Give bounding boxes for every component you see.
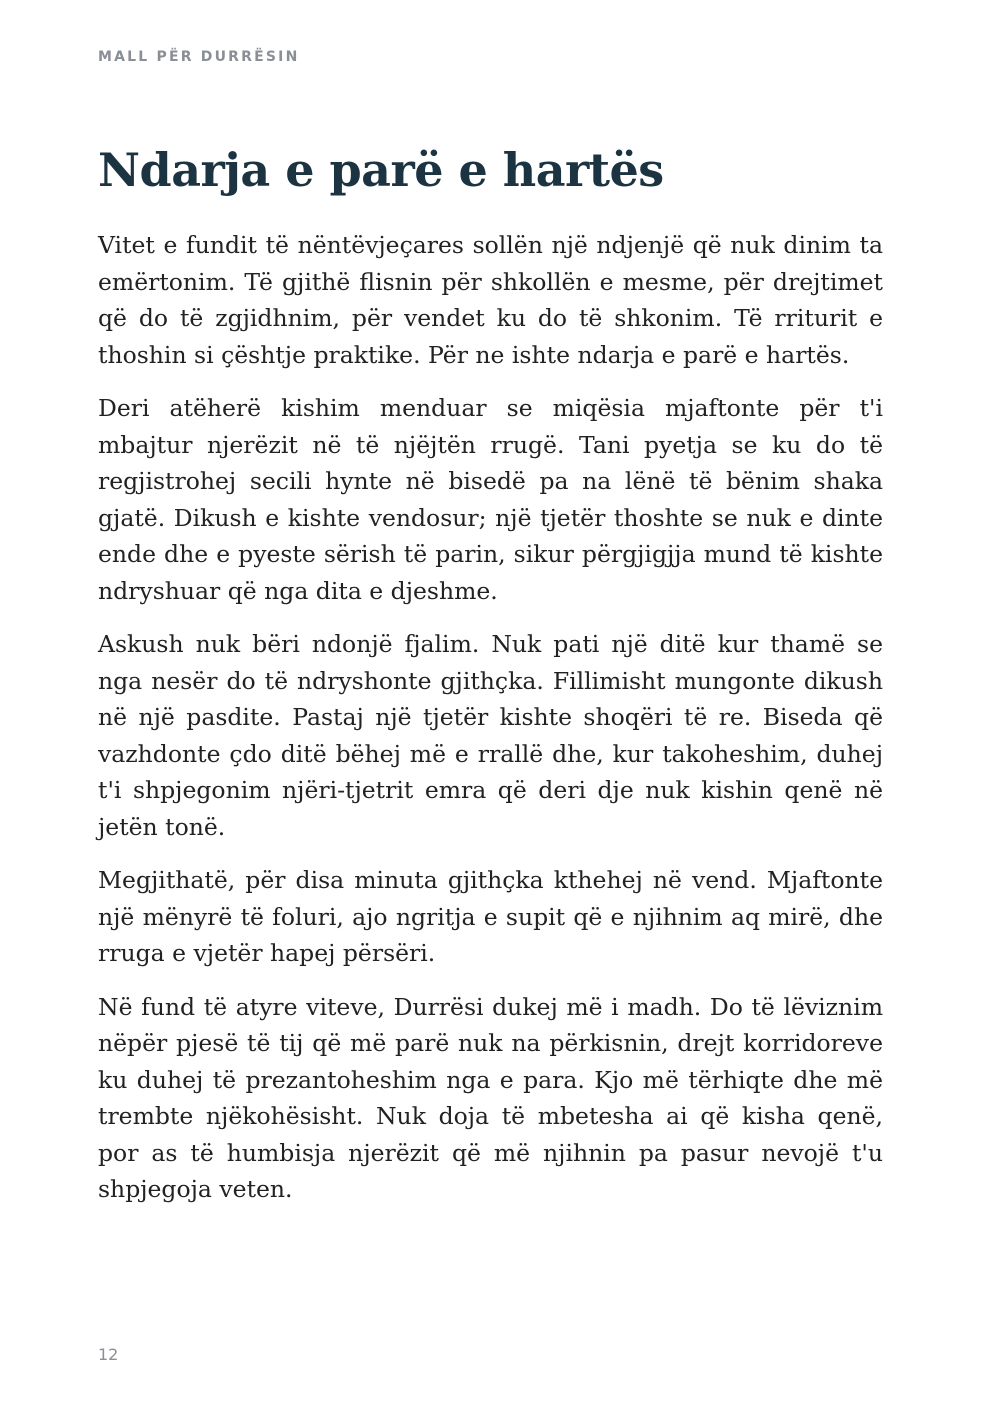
chapter-title: Ndarja e parë e hartës [98,143,664,197]
paragraph: Në fund të atyre viteve, Durrësi dukej më i madh. Do të lëviznim nëpër pjesë të tij që më parë nuk na përkisnin, drejt korridoreve ku duhej të prezantoheshim nga e para. Kjo më tërhiqte dhe më trembte njëkohësisht. Nuk doja të mbetesha ai që kisha qenë, por as të humbisja njerëzit që më njihnin pa pasur nevojë t'u shpjegoja veten. [98,992,883,1203]
running-header: MALL PËR DURRËSIN [98,49,300,65]
paragraph: Deri atëherë kishim menduar se miqësia mjaftonte për t'i mbajtur njerëzit në të njëjtën rrugë. Tani pyetja se ku do të regjistrohej secili hynte në bisedë pa na lënë të bënim shaka gjatë. Dikush e kishte vendosur; një tjetër thoshte se nuk e dinte ende dhe e pyeste sërish të parin, sikur përgjigjja mund të kishte ndryshuar që nga dita e djeshme. [98,394,883,605]
chapter-body [98,227,883,1225]
paragraph: Vitet e fundit të nëntëvjeçares sollën një ndjenjë që nuk dinim ta emërtonim. Të gjithë flisnin për shkollën e mesme, për drejtimet që do të zgjidhnim, për vendet ku do të shkonim. Të rriturit e thoshin si çështje praktike. Për ne ishte ndarja e parë e hartës. [98,231,883,369]
paragraph: Megjithatë, për disa minuta gjithçka kthehej në vend. Mjaftonte një mënyrë të foluri, ajo ngritja e supit që e njihnim aq mirë, dhe rruga e vjetër hapej përsëri. [98,866,883,967]
page-number: 12 [98,1345,119,1364]
paragraph: Askush nuk bëri ndonjë fjalim. Nuk pati një ditë kur thamë se nga nesër do të ndryshonte gjithçka. Fillimisht mungonte dikush në një pasdite. Pastaj një tjetër kishte shoqëri të re. Biseda që vazhdonte çdo ditë bëhej më e rrallë dhe, kur takoheshim, duhej t'i shpjegonim njëri-tjetrit emra që deri dje nuk kishin qenë në jetën tonë. [98,630,883,841]
